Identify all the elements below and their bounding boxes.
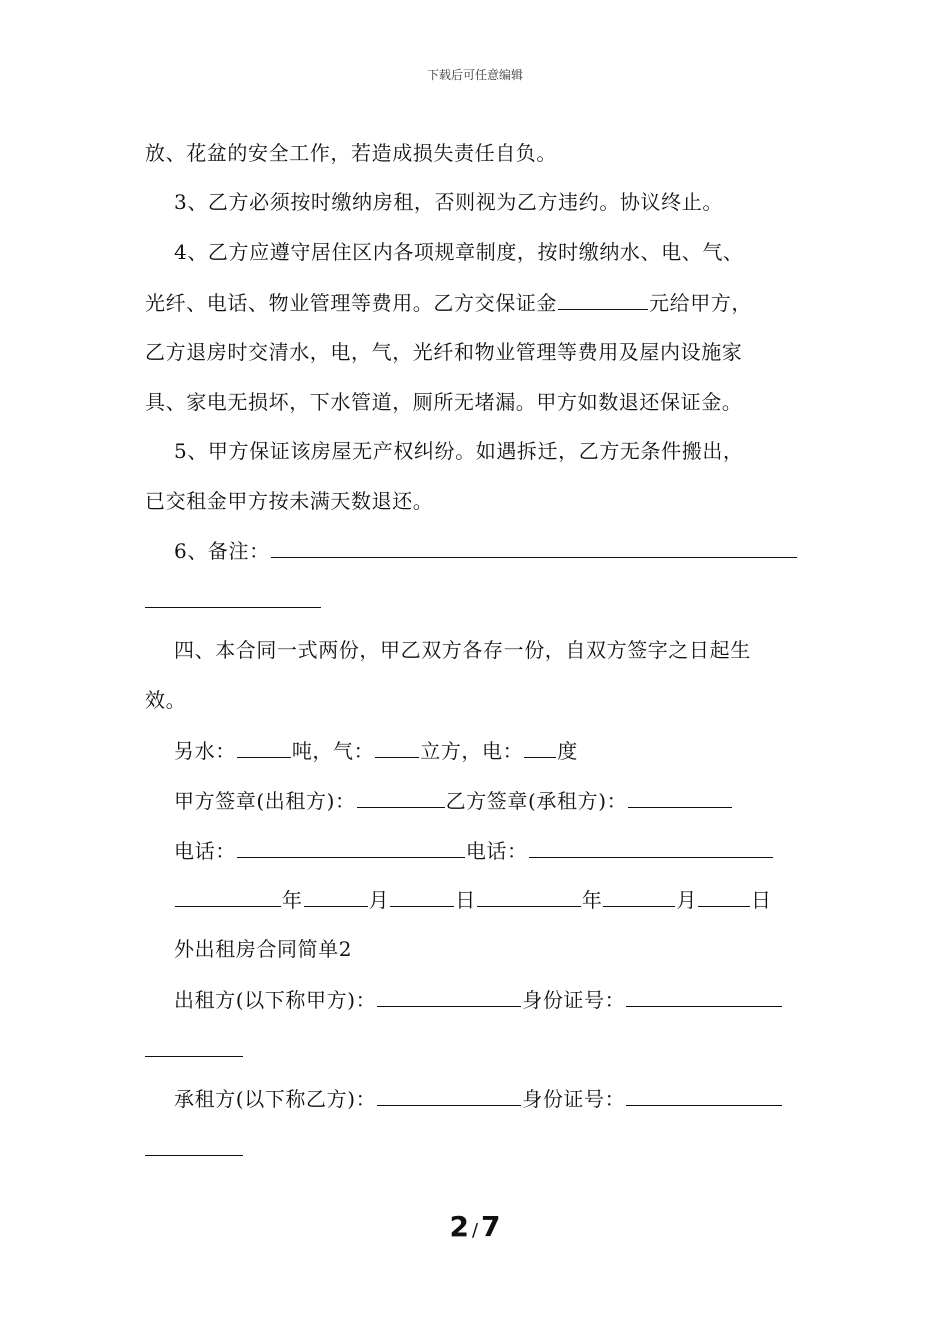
month-label: 月 [368,888,390,912]
day-label: 日 [455,888,476,912]
deposit-blank [558,289,648,310]
deposit-text: 光纤、电话、物业管理等费用。乙方交保证金 [145,291,557,315]
paragraph-line: 效。 [145,688,187,712]
contract-2-title: 外出租房合同简单2 [174,937,353,961]
year-blank-b [477,886,581,907]
page-separator: / [471,1220,479,1241]
phone-blank-a [237,837,465,858]
lessor-id-blank-continued [145,1056,243,1057]
header-note: 下载后可任意编辑 [426,68,523,82]
lessor-id-blank [626,986,782,1007]
remarks-label: 6、备注： [174,539,270,563]
electricity-blank [524,737,556,758]
year-blank-a [175,886,281,907]
water-blank [237,737,291,758]
page-number [0,1210,950,1243]
lessee-name-blank [377,1085,521,1106]
lessor-line [174,986,783,1013]
month-blank-b [603,886,675,907]
paragraph-line: 乙方退房时交清水，电，气，光纤和物业管理等费用及屋内设施家 [145,340,743,364]
year-label: 年 [282,888,303,912]
phone-label-b: 电话： [465,839,528,863]
current-page: 2 [449,1210,469,1243]
paragraph-line-deposit [145,289,752,316]
lessor-name-blank [377,986,521,1007]
degree-label: 度 [557,739,578,763]
month-label: 月 [676,888,698,912]
gas-blank [375,737,419,758]
deposit-text-end: 元给甲方， [649,291,752,315]
lessee-label: 承租方(以下称乙方)： [174,1087,377,1111]
party-b-sign-blank [628,787,732,808]
ton-label: 吨，气： [291,739,375,763]
lessee-id-label: 身份证号： [522,1087,626,1111]
phone-label-a: 电话： [174,839,236,863]
paragraph-line: 放、花盆的安全工作，若造成损失责任自负。 [145,141,557,165]
phone-blank-b [529,837,773,858]
party-a-sign-blank [357,787,445,808]
day-blank-b [698,886,750,907]
paragraph-line: 4、乙方应遵守居住区内各项规章制度，按时缴纳水、电、气、 [174,240,744,264]
water-label: 另水： [174,739,236,763]
lessor-id-label: 身份证号： [522,988,626,1012]
paragraph-line: 3、乙方必须按时缴纳房租，否则视为乙方违约。协议终止。 [174,190,723,214]
cubic-label: 立方，电： [420,739,524,763]
remarks-blank-continued [145,607,321,608]
phone-line [174,837,774,864]
lessee-id-blank-continued [145,1155,243,1156]
lessee-line [174,1085,783,1112]
paragraph-line: 四、本合同一式两份，甲乙双方各存一份，自双方签字之日起生 [174,638,751,662]
day-label: 日 [751,888,772,912]
month-blank-a [304,886,368,907]
lessee-id-blank [626,1085,782,1106]
utilities-line [174,737,578,764]
year-label: 年 [581,888,603,912]
total-pages: 7 [481,1210,501,1243]
date-line [174,886,772,913]
party-b-sign-label: 乙方签章(承租方)： [445,789,628,813]
party-a-sign-label: 甲方签章(出租方)： [174,789,356,813]
signature-line [174,787,733,814]
lessor-label: 出租方(以下称甲方)： [174,988,377,1012]
paragraph-line: 已交租金甲方按未满天数退还。 [145,489,434,513]
remarks-line [174,537,798,564]
day-blank-a [390,886,454,907]
paragraph-line: 具、家电无损坏，下水管道，厕所无堵漏。甲方如数退还保证金。 [145,390,743,414]
remarks-blank [271,537,797,558]
paragraph-line: 5、甲方保证该房屋无产权纠纷。如遇拆迁，乙方无条件搬出， [174,439,744,463]
